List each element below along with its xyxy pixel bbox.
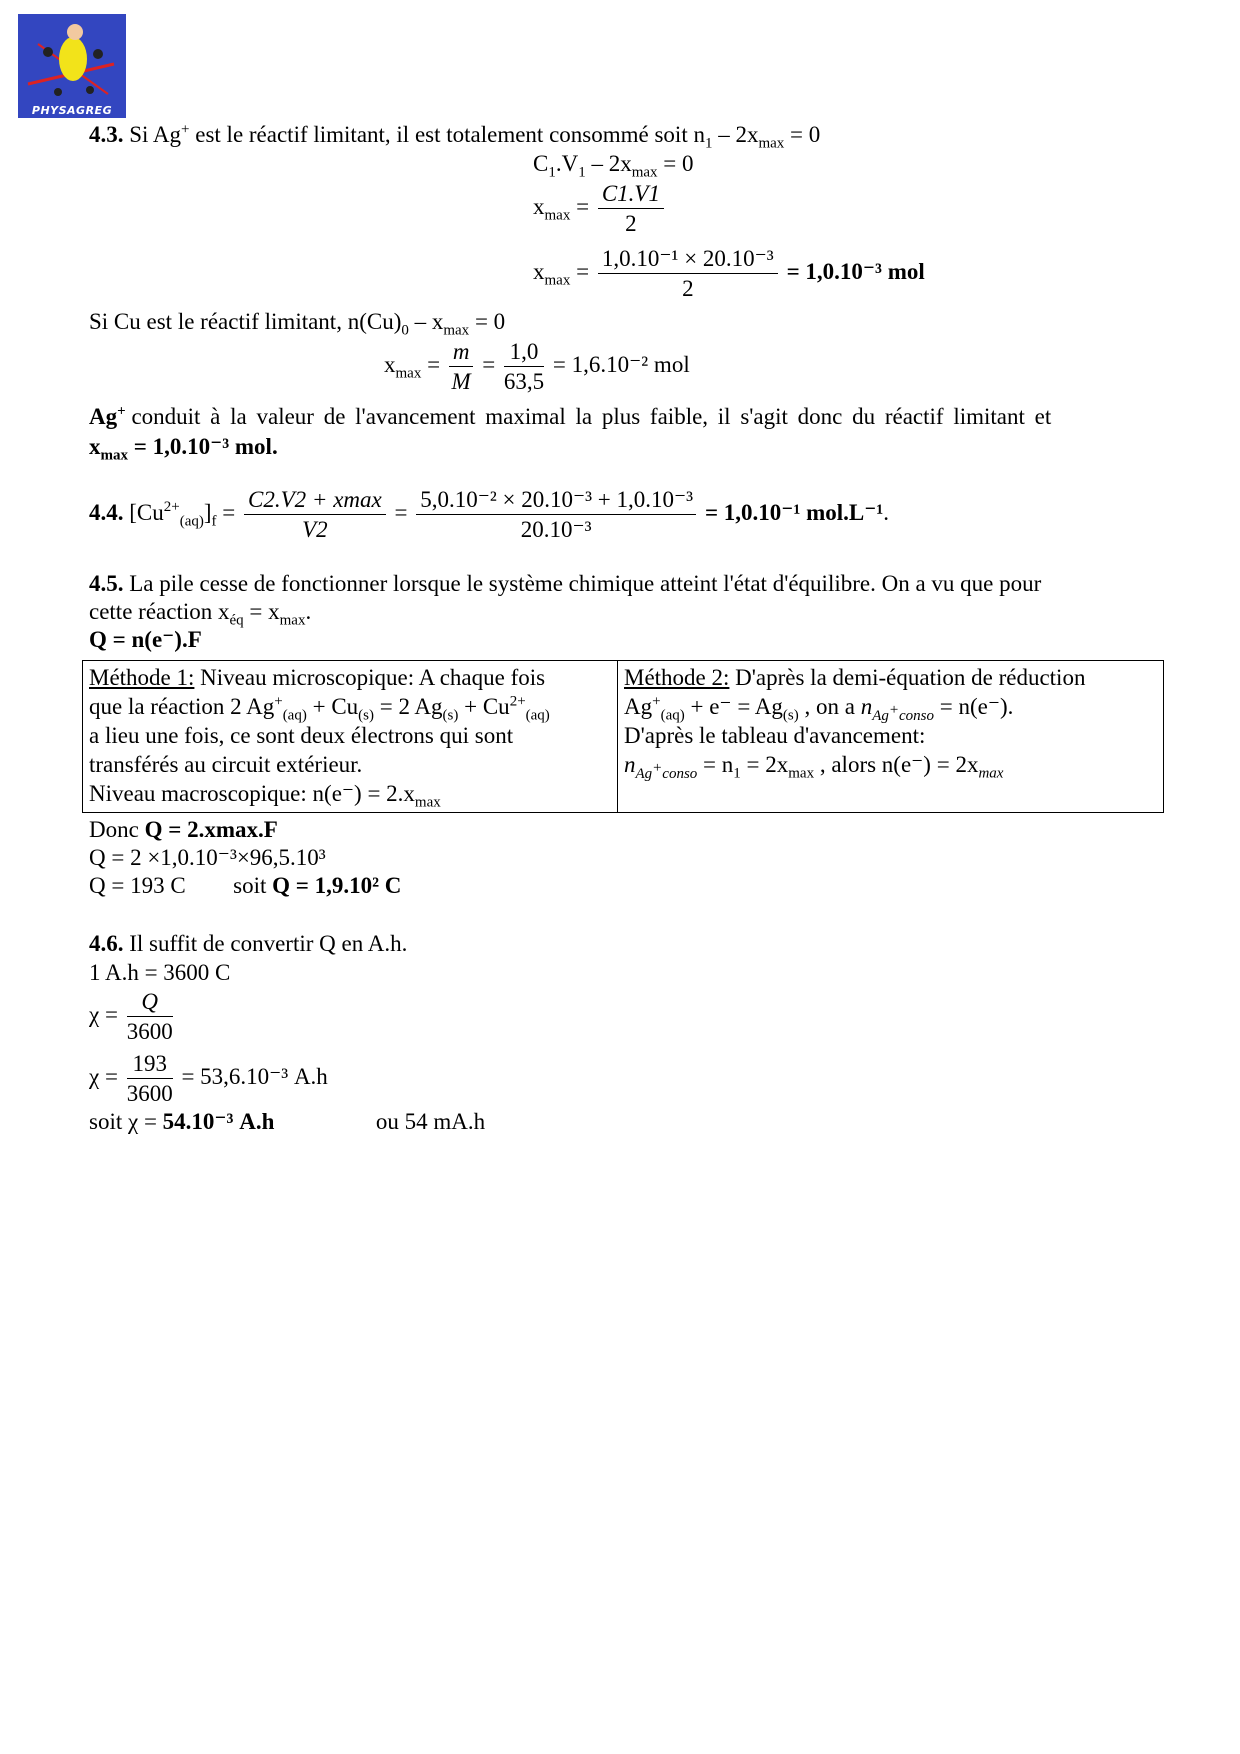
eq4-f1-denominator: M (451, 369, 471, 394)
eq1-c: – 2x (591, 151, 632, 176)
chi1-denominator: 3600 (126, 1019, 173, 1044)
eq2-fraction (598, 182, 664, 235)
eq4-f2-denominator: 63,5 (503, 369, 545, 394)
s46-number: 4.6. (89, 931, 124, 956)
concl-value: = 1,0.10⁻³ mol. (133, 434, 278, 459)
s43-intro: 4.3. Si Ag+ est le réactif limitant, il est totalement consommé soit $n_1 - 2x_{max} = 0$ (89, 121, 821, 152)
method-2-line4-a: = n (703, 752, 734, 777)
s44-fraction-1 (244, 488, 386, 541)
logo-figure-icon (18, 14, 126, 118)
concl-ag: Ag (89, 404, 118, 429)
final-c: ou 54 mA.h (375, 1109, 486, 1134)
s45-donc (89, 818, 278, 841)
s44-number: 4.4. (89, 499, 124, 525)
concl-text: conduit à la valeur de l'avancement maximal la plus faible, il s'agit donc du réactif limitant et (131, 404, 1052, 429)
method-1-title: Méthode 1: (89, 665, 195, 690)
donc-label: Donc (89, 817, 139, 842)
s43-cu-line: Si Cu est le réactif limitant, $n(Cu)_0 - x_{max} = 0$ (89, 309, 506, 339)
eq1-a: C (533, 151, 549, 176)
method-1-line2-b: + Cu (312, 694, 359, 719)
s43-eq2: $x_{max}$ = $\frac{C1.V1}{2}$ (533, 182, 667, 235)
eq4-f1-numerator: m (452, 339, 470, 364)
s46-chi2: χ = $\frac{193}{3600}$ = 53,6.10⁻³ A.h (89, 1051, 328, 1106)
calc2-c: Q = 1,9.10² C (272, 873, 402, 898)
s43-intro-d: = 0 (790, 122, 821, 147)
s44-result: = 1,0.10⁻¹ mol.L⁻¹ (704, 499, 884, 525)
eq4-fraction-2 (504, 340, 544, 393)
s46-intro (89, 932, 407, 955)
eq3-fraction (598, 247, 778, 300)
logo-label: PHYSAGREG (31, 104, 113, 117)
s44-tail: . (883, 499, 890, 525)
eq4-f2-numerator: 1,0 (504, 340, 544, 367)
chi1-fraction (127, 990, 173, 1043)
eq4-result: = 1,6.10⁻² mol (552, 351, 690, 377)
calc2-a: Q = 193 C (89, 873, 186, 898)
physagreg-logo-icon (18, 14, 126, 118)
s44-f2-numerator: 5,0.10⁻² × 20.10⁻³ + 1,0.10⁻³ (416, 488, 696, 515)
s44-equation: 4.4. $[Cu^{2+}_{(aq)}]_f$ = $\frac{C2.V2 + xmax}{V2}$ = $\frac{\text{5,0.10⁻² × 20.10⁻³ + 1,0.10⁻³}}{\text{20.10⁻³}}$ = 1,0.10⁻¹ mol.L⁻¹. (89, 487, 890, 542)
cu-text-c: = 0 (474, 309, 506, 334)
s43-eq4: $x_{max}$ = $\frac{m}{M}$ = $\frac{1,0}{63,5}$ = 1,6.10⁻² mol (384, 339, 690, 394)
s45-line2-a: cette réaction x (89, 599, 230, 624)
s45-formula (89, 628, 202, 651)
cu-text-b: – x (414, 309, 444, 334)
chi1-numerator: Q (141, 989, 158, 1014)
s45-number: 4.5. (89, 571, 124, 596)
eq2-numerator: C1.V1 (601, 181, 660, 206)
method-2-line4-c: , alors n(e⁻) = 2x (819, 752, 979, 777)
s45-line2: cette réaction $x_{éq} = x_{max}$. (89, 599, 312, 629)
s43-eq1: $C_1.V_1 - 2x_{max} = 0$ (533, 151, 694, 181)
eq3-result: = 1,0.10⁻³ mol (786, 258, 925, 284)
s44-fraction-2 (416, 488, 696, 541)
eq4-fraction-1 (449, 340, 474, 393)
method-2-line2-d: = n(e⁻). (939, 694, 1014, 719)
eq1-b: .V (555, 151, 579, 176)
s43-conclusion: Ag+ conduit à la valeur de l'avancement maximal la plus faible, il s'agit donc du réactif limitant et $x_{max} = 1,0.10^{-3}$ mol. (89, 403, 1052, 464)
s45-calc1 (89, 846, 326, 869)
s44-f1-denominator: V2 (302, 517, 328, 542)
method-2-line2-b: + e⁻ = Ag (690, 694, 783, 719)
method-1-cell: Méthode 1: Niveau microscopique: A chaque fois que la réaction 2 $Ag^+_{(aq)} + Cu_{(s)} = 2$ $Ag_{(s)} + Cu^{2+}_{(aq)}$ a lieu une fois, ce sont deux électrons qui sont transférés au circuit extérieur. Niveau macroscopique: $n(e^-) = 2.x_{max}$ (83, 661, 618, 813)
method-1-line2-a: que la réaction 2 Ag (89, 694, 275, 719)
final-a: soit χ = (89, 1109, 157, 1134)
s46-chi1: χ = $\frac{Q}{3600}$ (89, 989, 173, 1044)
method-2-line2-c: , on a (804, 694, 855, 719)
donc-formula: Q = 2.xmax.F (144, 817, 278, 842)
s45-formula-text: Q = n(e⁻).F (89, 627, 202, 652)
method-2-line3: D'après le tableau d'avancement: (624, 723, 926, 748)
s44-f2-denominator: 20.10⁻³ (520, 517, 592, 542)
s43-intro-c: – 2x (718, 122, 759, 147)
s45-calc2 (89, 874, 401, 897)
eq1-d: = 0 (663, 151, 694, 176)
method-1-line3: a lieu une fois, ce sont deux électrons qui sont (89, 723, 514, 748)
s46-conv-text: 1 A.h = 3600 C (89, 960, 231, 985)
method-2-title: Méthode 2: (624, 665, 730, 690)
method-2-line1: D'après la demi-équation de réduction (735, 665, 1086, 690)
method-1-line2-c: = 2 Ag (379, 694, 443, 719)
final-b: 54.10⁻³ A.h (162, 1109, 275, 1134)
chi2-fraction (127, 1052, 173, 1105)
eq3-denominator: 2 (682, 276, 694, 301)
s43-intro-b: est le réactif limitant, il est totalement consommé soit n (195, 122, 705, 147)
chi2-numerator: 193 (127, 1052, 173, 1079)
eq3-numerator: 1,0.10⁻¹ × 20.10⁻³ (598, 247, 778, 274)
method-1-line1: Niveau microscopique: A chaque fois (200, 665, 546, 690)
s43-eq3: $x_{max}$ = $\frac{\text{1,0.10⁻¹ × 20.10⁻³}}{2}$ = 1,0.10⁻³ mol (533, 246, 925, 301)
s45-line1-text: La pile cesse de fonctionner lorsque le système chimique atteint l'état d'équilibre. On a vu que pour (129, 571, 1042, 596)
chi2-result: = 53,6.10⁻³ A.h (181, 1063, 328, 1089)
calc1-text: Q = 2 ×1,0.10⁻³×96,5.10³ (89, 845, 326, 870)
method-2-line2-a: Ag (624, 694, 653, 719)
calc2-b: soit (233, 873, 267, 898)
method-1-line5: Niveau macroscopique: n(e⁻) = 2.x (89, 781, 415, 806)
cu-text-a: Si Cu est le réactif limitant, n(Cu) (89, 309, 402, 334)
s46-conversion (89, 961, 230, 984)
s44-f1-numerator: C2.V2 + xmax (248, 487, 382, 512)
method-2-line4-b: = 2x (746, 752, 789, 777)
s46-intro-text: Il suffit de convertir Q en A.h. (129, 931, 408, 956)
s45-line1 (89, 572, 1041, 595)
eq2-denominator: 2 (625, 211, 637, 236)
method-1-line4: transférés au circuit extérieur. (89, 752, 363, 777)
s46-final (89, 1110, 485, 1133)
s43-intro-a: Si Ag (129, 122, 182, 147)
method-1-line2-d: + Cu (464, 694, 510, 719)
chi2-denominator: 3600 (126, 1081, 173, 1106)
method-2-cell: Méthode 2: D'après la demi-équation de réduction $Ag^+_{(aq)} + e^- = Ag_{(s)}$ , on a $n_{Ag^+conso} = n(e^-)$. D'après le tableau d'avancement: $n_{Ag^+conso} = n_1 = 2x_{max}$ , alors $n(e^-) = 2x_{max}$ (618, 661, 1164, 813)
methods-table (82, 660, 1164, 813)
s45-line2-b: = x (249, 599, 280, 624)
s44-lhs: [Cu (129, 499, 164, 525)
s43-number: 4.3. (89, 122, 124, 147)
